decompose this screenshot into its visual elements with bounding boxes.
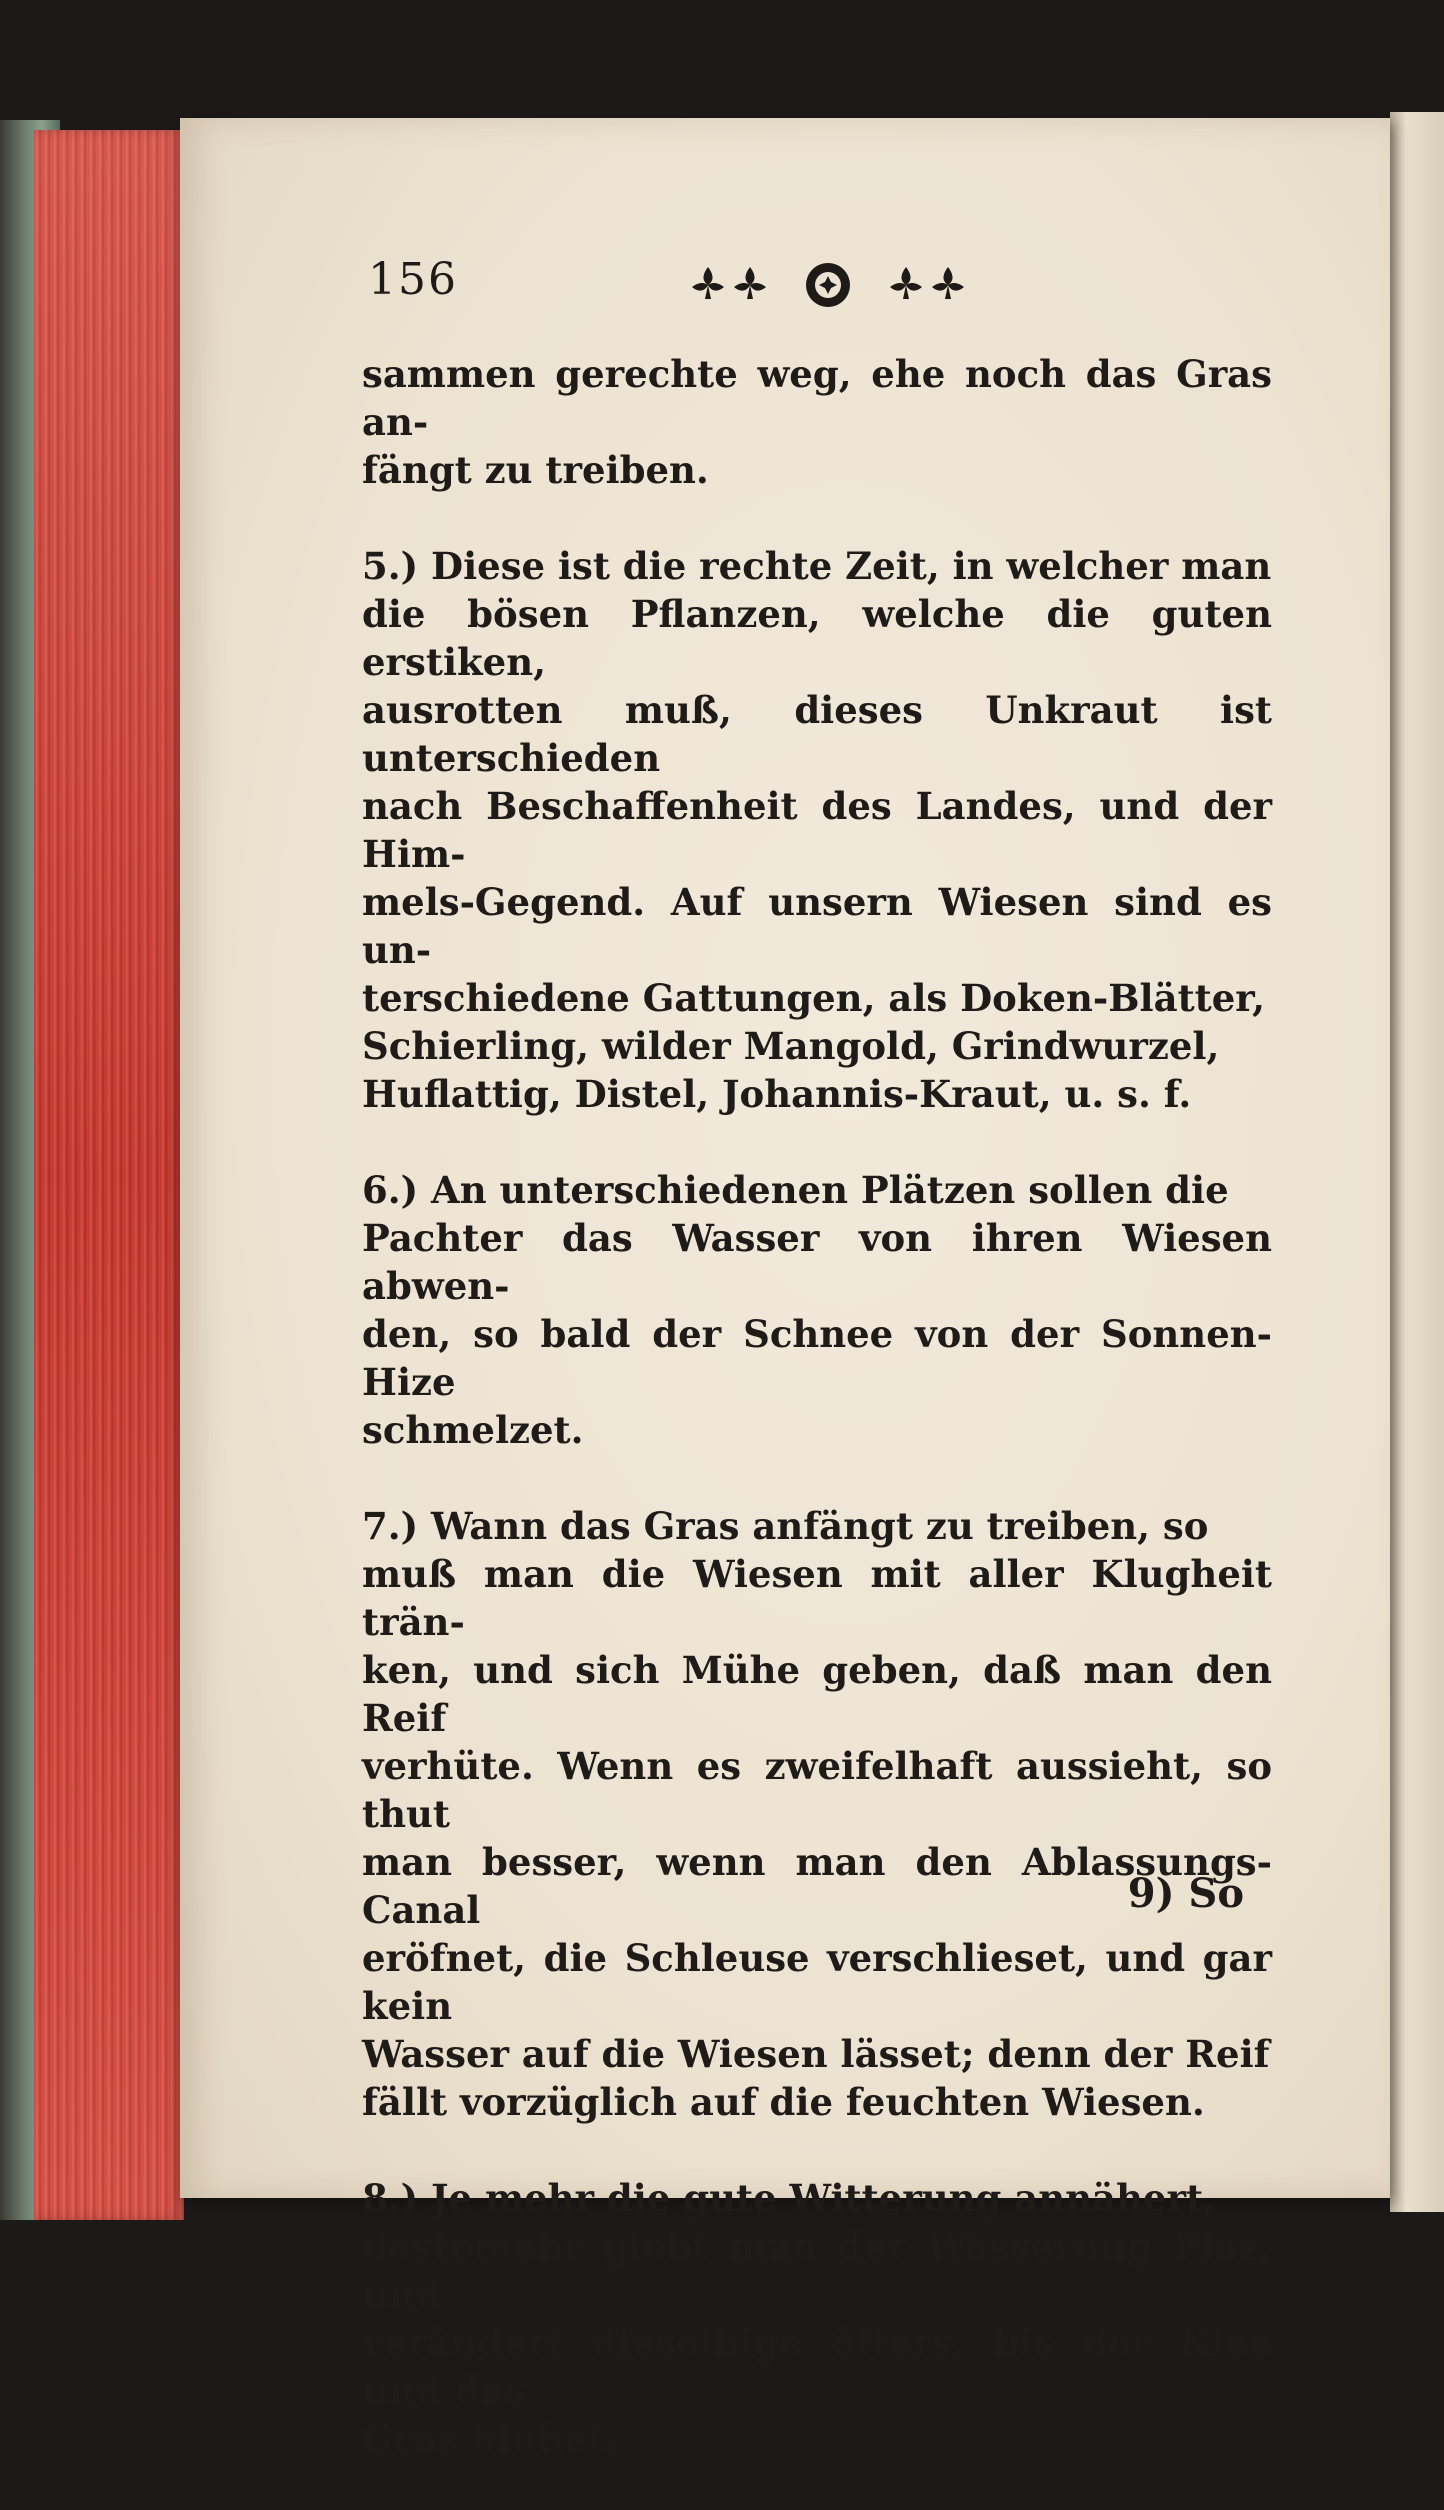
paragraph-8: 8.) Je mehr die gute Witterung annähert, destomehr giebt man der Wässerung Plaz, und verändert dieselbige öfters, bis der Klee und das Gras blühet. [362, 2176, 1272, 2460]
paragraph-5: 5.) Diese ist die rechte Zeit, in welcher man die bösen Pflanzen, welche die guten erstiken, ausrotten muß, dieses Unkraut ist unterschieden nach Beschaffenheit des Landes, und der Him- mels-Gegend. Auf unsern Wiesen sind es un- terschiedene Gattungen, als Doken-Blätter, Schierling, wilder Mangold, Grindwurzel, Huflattig, Distel, Johannis-Kraut, u. s. f. [362, 544, 1272, 1116]
paragraph-continuation: sammen gerechte weg, ehe noch das Gras an- fängt zu treiben. [362, 352, 1272, 492]
catchword: 9) So [1127, 1870, 1244, 1917]
paragraph-7: 7.) Wann das Gras anfängt zu treiben, so muß man die Wiesen mit aller Klugheit trän- ken, und sich Mühe geben, daß man den Reif verhüte. Wenn es zweifelhaft aussieht, so thut man besser, wenn man den Ablassungs-Canal eröfnet, die Schleuse verschlieset, und gar kein Wasser auf die Wiesen lässet; denn der Reif fällt vorzüglich auf die feuchten Wiesen. [362, 1504, 1272, 2124]
paragraph-6: 6.) An unterschiedenen Plätzen sollen die Pachter das Wasser von ihren Wiesen abwen- den, so bald der Schnee von der Sonnen-Hize schmelzet. [362, 1168, 1272, 1452]
page-edges-shade [34, 130, 184, 2220]
fleuron-ornament-icon [658, 250, 998, 320]
page-header [368, 250, 1008, 320]
page-number: 156 [368, 254, 458, 305]
facing-page [1390, 112, 1444, 2212]
body-text [362, 350, 1272, 2510]
